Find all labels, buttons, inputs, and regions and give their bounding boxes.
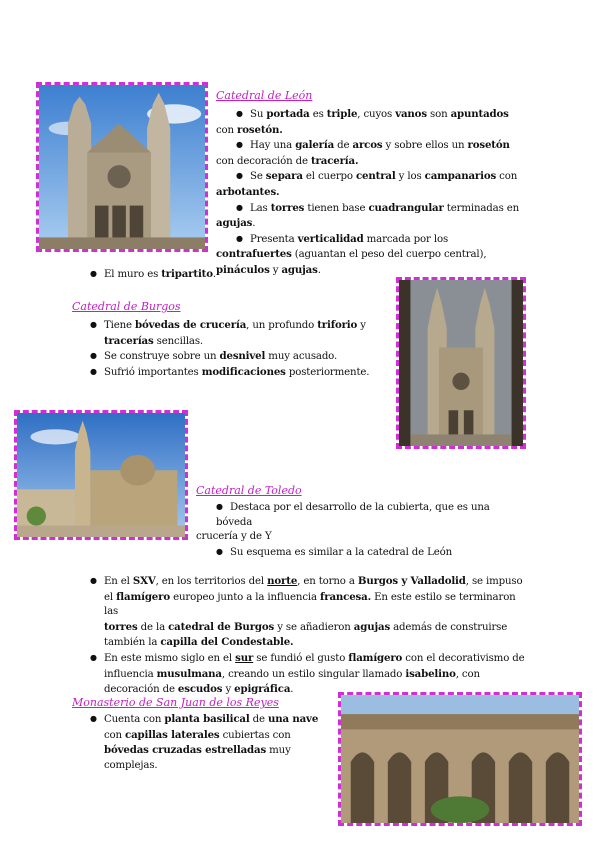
bullet-icon: ● (90, 366, 97, 376)
list-item-cont: con capillas laterales cubiertas con (104, 728, 291, 741)
toledo-heading: Catedral de Toledo (196, 484, 302, 497)
leon-muro-item: ● El muro es tripartito. (90, 268, 216, 280)
list-item: ● En este mismo siglo en el sur se fundió el gusto flamígero con el decorativismo de (90, 651, 525, 664)
leon-heading: Catedral de León (216, 89, 313, 102)
list-item-cont: pináculos y agujas. (216, 263, 321, 276)
list-item-cont: con rosetón. (216, 123, 283, 136)
leon-cathedral-image (36, 82, 208, 252)
leon-list (216, 107, 536, 279)
list-item-cont: torres de la catedral de Burgos y se añadieron agujas además de construirse (104, 620, 508, 633)
list-item: ● Cuenta con planta basilical de una nave (90, 713, 319, 725)
bullet-icon: ● (236, 109, 243, 118)
list-item: ● Su esquema es similar a la catedral de León (216, 546, 453, 558)
bullet-icon: ● (216, 546, 223, 556)
bullet-icon: ● (90, 576, 97, 585)
list-item: ● Presenta verticalidad marcada por los (236, 232, 449, 245)
list-item-cont: el flamígero europeo junto a la influencia francesa. En este estilo se terminaron las (104, 590, 516, 618)
list-item: ● En el SXV, en los territorios del norte, en torno a Burgos y Valladolid, se impuso (90, 575, 523, 587)
list-item: ● Se separa el cuerpo central y los campanarios con (236, 170, 518, 183)
sanjuan-list (90, 712, 335, 773)
bullet-icon: ● (90, 351, 97, 361)
bullet-icon: ● (236, 140, 243, 150)
list-item-cont: agujas. (216, 217, 256, 230)
toledo-cathedral-image (14, 410, 188, 540)
list-item: ● Se construye sobre un desnivel muy acusado. (90, 350, 338, 363)
list-item: ● Tiene bóvedas de crucería, un profundo triforio y (90, 319, 366, 331)
list-item-cont: contrafuertes (aguantan el peso del cuerpo central), (216, 248, 487, 261)
list-item-cont: decoración de escudos y epigráfica. (104, 683, 294, 696)
bullet-icon: ● (236, 171, 243, 181)
sxv-list (90, 574, 530, 698)
bullet-icon: ● (236, 233, 243, 243)
list-item-cont: con decoración de tracería. (216, 154, 359, 167)
list-item-cont: influencia musulmana, creando un estilo singular llamado isabelino, con (104, 667, 480, 680)
burgos-cathedral-image (396, 277, 526, 449)
bullet-icon: ● (90, 320, 97, 329)
bullet-icon: ● (90, 269, 97, 278)
bullet-icon: ● (90, 652, 97, 662)
list-item-cont: complejas. (104, 759, 158, 771)
list-item-cont: crucería y de Y (196, 531, 272, 543)
list-item: ● Destaca por el desarrollo de la cubierta, que es una bóveda (216, 502, 490, 528)
burgos-list (90, 318, 390, 380)
sanjuan-monastery-image (338, 692, 582, 826)
list-item: ● Hay una galería de arcos y sobre ellos un rosetón (236, 139, 510, 152)
list-item-cont: tracerías sencillas. (104, 334, 204, 347)
sanjuan-heading: Monasterio de San Juan de los Reyes (72, 696, 279, 709)
toledo-list (196, 500, 526, 560)
list-item-cont: también la capilla del Condestable. (104, 636, 294, 649)
bullet-icon: ● (90, 714, 97, 723)
bullet-icon: ● (236, 202, 243, 212)
list-item: ● Su portada es triple, cuyos vanos son apuntados (236, 108, 509, 120)
list-item: ● Sufrió importantes modificaciones posteriormente. (90, 365, 370, 378)
list-item-cont: bóvedas cruzadas estrelladas muy (104, 744, 291, 757)
bullet-icon: ● (216, 502, 223, 511)
list-item-cont: arbotantes. (216, 185, 280, 198)
burgos-heading: Catedral de Burgos (72, 300, 181, 313)
list-item: ● Las torres tienen base cuadrangular terminadas en (236, 201, 520, 214)
